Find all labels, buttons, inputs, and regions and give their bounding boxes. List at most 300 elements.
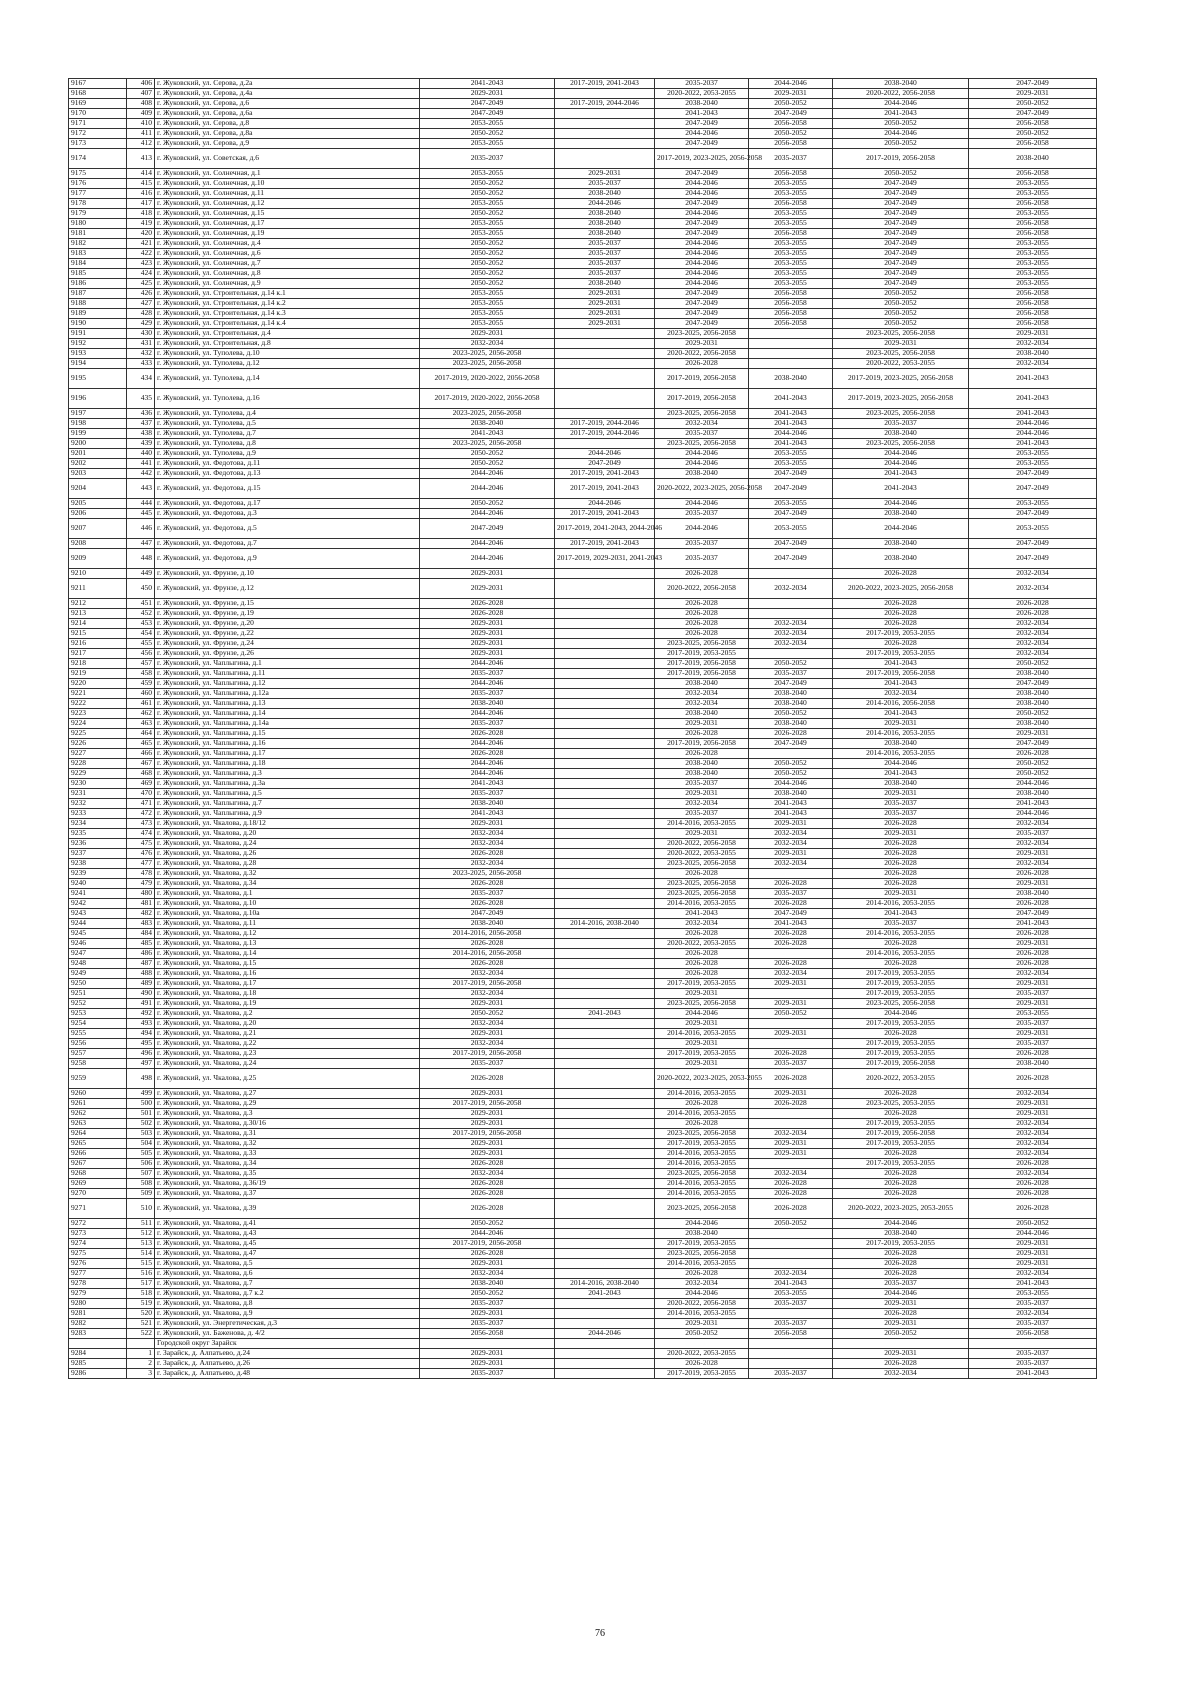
- period-cell-4: 2026-2028: [749, 899, 833, 909]
- address-cell: г. Жуковский, ул. Туполева, д.10: [155, 349, 420, 359]
- period-cell-2: [555, 1069, 655, 1089]
- period-cell-2: [555, 1109, 655, 1119]
- address-cell: г. Жуковский, ул. Чаплыгина, д.11: [155, 669, 420, 679]
- table-row: [69, 1109, 1097, 1119]
- row-id-cell: 9252: [69, 999, 127, 1009]
- row-id-cell: 9223: [69, 709, 127, 719]
- period-cell-1: 2044-2046: [420, 549, 555, 569]
- row-id-cell: 9275: [69, 1249, 127, 1259]
- period-cell-1: 2029-2031: [420, 1259, 555, 1269]
- row-id-cell: 9200: [69, 439, 127, 449]
- period-cell-5: 2038-2040: [833, 1229, 969, 1239]
- period-cell-2: 2017-2019, 2044-2046: [555, 99, 655, 109]
- address-cell: г. Жуковский, ул. Солнечная, д.11: [155, 189, 420, 199]
- address-cell: г. Зарайск, д. Алпатьево, д.48: [155, 1369, 420, 1379]
- period-cell-6: 2029-2031: [969, 729, 1097, 739]
- schedule-table: [68, 78, 1097, 1379]
- table-row: [69, 309, 1097, 319]
- period-cell-2: [555, 619, 655, 629]
- address-cell: г. Жуковский, ул. Фрунзе, д.19: [155, 609, 420, 619]
- period-cell-2: [555, 999, 655, 1009]
- period-cell-5: 2026-2028: [833, 879, 969, 889]
- period-cell-4: 2053-2055: [749, 519, 833, 539]
- row-number-cell: 462: [127, 709, 155, 719]
- period-cell-1: 2053-2055: [420, 309, 555, 319]
- period-cell-6: 2026-2028: [969, 1189, 1097, 1199]
- row-number-cell: 495: [127, 1039, 155, 1049]
- period-cell-4: 2035-2037: [749, 889, 833, 899]
- row-id-cell: 9277: [69, 1269, 127, 1279]
- address-cell: г. Жуковский, ул. Чкалова, д.36/19: [155, 1179, 420, 1189]
- period-cell-2: [555, 1269, 655, 1279]
- period-cell-6: 2029-2031: [969, 999, 1097, 1009]
- address-cell: г. Жуковский, ул. Туполева, д.9: [155, 449, 420, 459]
- period-cell-6: 2038-2040: [969, 699, 1097, 709]
- period-cell-3: 2014-2016, 2053-2055: [655, 1159, 749, 1169]
- address-cell: г. Жуковский, ул. Чаплыгина, д.1: [155, 659, 420, 669]
- row-id-cell: 9214: [69, 619, 127, 629]
- address-cell: г. Жуковский, ул. Солнечная, д.8: [155, 269, 420, 279]
- row-id-cell: 9183: [69, 249, 127, 259]
- row-number-cell: 501: [127, 1109, 155, 1119]
- row-number-cell: 520: [127, 1309, 155, 1319]
- period-cell-6: 2029-2031: [969, 329, 1097, 339]
- period-cell-5: 2017-2019, 2053-2055: [833, 1039, 969, 1049]
- period-cell-1: 2044-2046: [420, 709, 555, 719]
- row-id-cell: 9266: [69, 1149, 127, 1159]
- period-cell-2: 2038-2040: [555, 279, 655, 289]
- period-cell-1: 2050-2052: [420, 449, 555, 459]
- period-cell-5: 2017-2019, 2053-2055: [833, 979, 969, 989]
- period-cell-4: 2056-2058: [749, 139, 833, 149]
- period-cell-3: [655, 1339, 749, 1349]
- period-cell-6: 2032-2034: [969, 1309, 1097, 1319]
- period-cell-1: 2026-2028: [420, 1069, 555, 1089]
- period-cell-1: 2032-2034: [420, 1269, 555, 1279]
- row-number-cell: 496: [127, 1049, 155, 1059]
- period-cell-3: 2029-2031: [655, 339, 749, 349]
- table-row: [69, 319, 1097, 329]
- period-cell-3: 2044-2046: [655, 499, 749, 509]
- period-cell-1: 2056-2058: [420, 1329, 555, 1339]
- row-id-cell: 9173: [69, 139, 127, 149]
- period-cell-2: [555, 1189, 655, 1199]
- period-cell-2: [555, 879, 655, 889]
- period-cell-6: 2053-2055: [969, 449, 1097, 459]
- table-row: [69, 1169, 1097, 1179]
- period-cell-1: 2026-2028: [420, 879, 555, 889]
- period-cell-6: 2029-2031: [969, 979, 1097, 989]
- row-number-cell: 471: [127, 799, 155, 809]
- period-cell-5: 2047-2049: [833, 179, 969, 189]
- period-cell-1: 2017-2019, 2056-2058: [420, 979, 555, 989]
- table-row: [69, 1309, 1097, 1319]
- period-cell-6: 2056-2058: [969, 309, 1097, 319]
- row-id-cell: 9174: [69, 149, 127, 169]
- row-id-cell: 9271: [69, 1199, 127, 1219]
- address-cell: г. Жуковский, ул. Чкалова, д.24: [155, 839, 420, 849]
- address-cell: г. Жуковский, ул. Фрунзе, д.26: [155, 649, 420, 659]
- period-cell-6: 2035-2037: [969, 1319, 1097, 1329]
- period-cell-2: [555, 89, 655, 99]
- period-cell-3: 2026-2028: [655, 599, 749, 609]
- period-cell-1: 2029-2031: [420, 1149, 555, 1159]
- row-id-cell: 9283: [69, 1329, 127, 1339]
- period-cell-2: [555, 639, 655, 649]
- period-cell-6: 2047-2049: [969, 909, 1097, 919]
- row-number-cell: 507: [127, 1169, 155, 1179]
- address-cell: г. Жуковский, ул. Туполева, д.8: [155, 439, 420, 449]
- table-row: [69, 1139, 1097, 1149]
- row-number-cell: 515: [127, 1259, 155, 1269]
- period-cell-1: 2050-2052: [420, 239, 555, 249]
- row-id-cell: 9255: [69, 1029, 127, 1039]
- period-cell-5: 2020-2022, 2053-2055: [833, 1069, 969, 1089]
- period-cell-1: 2035-2037: [420, 149, 555, 169]
- period-cell-3: 2014-2016, 2053-2055: [655, 1309, 749, 1319]
- address-cell: г. Жуковский, ул. Чкалова, д.12: [155, 929, 420, 939]
- row-number-cell: 409: [127, 109, 155, 119]
- period-cell-5: 2017-2019, 2053-2055: [833, 1159, 969, 1169]
- period-cell-1: 2023-2025, 2056-2058: [420, 409, 555, 419]
- period-cell-3: 2017-2019, 2053-2055: [655, 649, 749, 659]
- period-cell-5: 2047-2049: [833, 269, 969, 279]
- period-cell-6: 2041-2043: [969, 389, 1097, 409]
- period-cell-6: 2056-2058: [969, 1329, 1097, 1339]
- period-cell-1: 2032-2034: [420, 969, 555, 979]
- period-cell-2: [555, 909, 655, 919]
- period-cell-4: 2053-2055: [749, 189, 833, 199]
- period-cell-2: 2038-2040: [555, 219, 655, 229]
- row-number-cell: 441: [127, 459, 155, 469]
- address-cell: г. Жуковский, ул. Туполева, д.7: [155, 429, 420, 439]
- period-cell-6: 2050-2052: [969, 709, 1097, 719]
- address-cell: г. Жуковский, ул. Чкалова, д.5: [155, 1259, 420, 1269]
- period-cell-2: [555, 129, 655, 139]
- period-cell-6: 2029-2031: [969, 939, 1097, 949]
- row-id-cell: 9244: [69, 919, 127, 929]
- period-cell-2: [555, 779, 655, 789]
- address-cell: г. Жуковский, ул. Баженова, д. 4/2: [155, 1329, 420, 1339]
- period-cell-2: [555, 149, 655, 169]
- period-cell-2: 2035-2037: [555, 259, 655, 269]
- row-number-cell: 490: [127, 989, 155, 999]
- period-cell-1: 2032-2034: [420, 839, 555, 849]
- address-cell: г. Жуковский, ул. Серова, д.4а: [155, 89, 420, 99]
- period-cell-2: 2014-2016, 2038-2040: [555, 1279, 655, 1289]
- period-cell-5: 2026-2028: [833, 849, 969, 859]
- period-cell-2: [555, 969, 655, 979]
- period-cell-1: 2035-2037: [420, 1319, 555, 1329]
- row-id-cell: 9169: [69, 99, 127, 109]
- period-cell-6: 2053-2055: [969, 459, 1097, 469]
- row-number-cell: 514: [127, 1249, 155, 1259]
- address-cell: г. Жуковский, ул. Чаплыгина, д.14: [155, 709, 420, 719]
- period-cell-4: 2050-2052: [749, 1009, 833, 1019]
- period-cell-3: 2041-2043: [655, 109, 749, 119]
- period-cell-1: 2029-2031: [420, 819, 555, 829]
- row-id-cell: 9285: [69, 1359, 127, 1369]
- period-cell-1: 2050-2052: [420, 1289, 555, 1299]
- period-cell-6: 2053-2055: [969, 499, 1097, 509]
- address-cell: г. Жуковский, ул. Строительная, д.14 к.2: [155, 299, 420, 309]
- period-cell-4: 2038-2040: [749, 369, 833, 389]
- period-cell-4: [749, 949, 833, 959]
- table-row: [69, 809, 1097, 819]
- period-cell-4: 2050-2052: [749, 769, 833, 779]
- period-cell-5: 2050-2052: [833, 299, 969, 309]
- row-id-cell: 9267: [69, 1159, 127, 1169]
- period-cell-4: 2041-2043: [749, 1279, 833, 1289]
- period-cell-3: 2020-2022, 2053-2055: [655, 89, 749, 99]
- period-cell-5: 2047-2049: [833, 239, 969, 249]
- period-cell-2: [555, 1199, 655, 1219]
- row-number-cell: 451: [127, 599, 155, 609]
- address-cell: г. Жуковский, ул. Туполева, д.12: [155, 359, 420, 369]
- address-cell: г. Жуковский, ул. Серова, д.9: [155, 139, 420, 149]
- period-cell-6: 2050-2052: [969, 769, 1097, 779]
- period-cell-5: 2026-2028: [833, 1259, 969, 1269]
- row-number-cell: 509: [127, 1189, 155, 1199]
- period-cell-5: 2047-2049: [833, 219, 969, 229]
- table-row: [69, 119, 1097, 129]
- period-cell-3: 2014-2016, 2053-2055: [655, 1259, 749, 1269]
- row-number-cell: 418: [127, 209, 155, 219]
- period-cell-6: 2026-2028: [969, 1199, 1097, 1219]
- row-number-cell: 428: [127, 309, 155, 319]
- period-cell-3: 2047-2049: [655, 319, 749, 329]
- period-cell-4: 2029-2031: [749, 89, 833, 99]
- period-cell-5: 2029-2031: [833, 889, 969, 899]
- address-cell: г. Жуковский, ул. Чкалова, д.20: [155, 829, 420, 839]
- period-cell-3: 2020-2022, 2056-2058: [655, 579, 749, 599]
- address-cell: г. Жуковский, ул. Фрунзе, д.10: [155, 569, 420, 579]
- address-cell: г. Жуковский, ул. Федотова, д.15: [155, 479, 420, 499]
- table-row: [69, 479, 1097, 499]
- row-number-cell: 425: [127, 279, 155, 289]
- address-cell: г. Жуковский, ул. Чкалова, д.22: [155, 1039, 420, 1049]
- address-cell: г. Жуковский, ул. Чкалова, д.2: [155, 1009, 420, 1019]
- period-cell-6: 2029-2031: [969, 1099, 1097, 1109]
- period-cell-1: 2041-2043: [420, 79, 555, 89]
- row-number-cell: 499: [127, 1089, 155, 1099]
- period-cell-4: 2047-2049: [749, 109, 833, 119]
- row-id-cell: 9231: [69, 789, 127, 799]
- period-cell-5: 2050-2052: [833, 1329, 969, 1339]
- address-cell: г. Жуковский, ул. Солнечная, д.19: [155, 229, 420, 239]
- row-id-cell: 9226: [69, 739, 127, 749]
- period-cell-4: [749, 1239, 833, 1249]
- period-cell-5: 2026-2028: [833, 609, 969, 619]
- row-id-cell: 9269: [69, 1179, 127, 1189]
- row-id-cell: 9204: [69, 479, 127, 499]
- period-cell-4: 2026-2028: [749, 1049, 833, 1059]
- table-row: [69, 629, 1097, 639]
- period-cell-3: 2035-2037: [655, 509, 749, 519]
- period-cell-1: 2029-2031: [420, 1139, 555, 1149]
- period-cell-1: 2029-2031: [420, 1119, 555, 1129]
- row-number-cell: 413: [127, 149, 155, 169]
- row-id-cell: 9211: [69, 579, 127, 599]
- period-cell-6: 2038-2040: [969, 789, 1097, 799]
- period-cell-6: 2026-2028: [969, 1179, 1097, 1189]
- period-cell-1: 2029-2031: [420, 579, 555, 599]
- period-cell-5: 2017-2019, 2053-2055: [833, 1239, 969, 1249]
- period-cell-5: 2026-2028: [833, 1269, 969, 1279]
- table-row: [69, 799, 1097, 809]
- table-row: [69, 99, 1097, 109]
- table-row: [69, 539, 1097, 549]
- table-row: [69, 899, 1097, 909]
- row-id-cell: 9239: [69, 869, 127, 879]
- period-cell-5: 2017-2019, 2053-2055: [833, 1139, 969, 1149]
- period-cell-3: 2047-2049: [655, 119, 749, 129]
- period-cell-6: 2032-2034: [969, 619, 1097, 629]
- period-cell-6: 2029-2031: [969, 1259, 1097, 1269]
- period-cell-2: 2029-2031: [555, 289, 655, 299]
- table-row: [69, 89, 1097, 99]
- table-row: [69, 649, 1097, 659]
- period-cell-1: 2023-2025, 2056-2058: [420, 349, 555, 359]
- address-cell: г. Жуковский, ул. Чкалова, д.47: [155, 1249, 420, 1259]
- address-cell: г. Жуковский, ул. Чкалова, д.27: [155, 1089, 420, 1099]
- period-cell-4: 2029-2031: [749, 1029, 833, 1039]
- row-number-cell: 442: [127, 469, 155, 479]
- row-id-cell: 9276: [69, 1259, 127, 1269]
- period-cell-3: 2047-2049: [655, 199, 749, 209]
- period-cell-6: 2035-2037: [969, 1349, 1097, 1359]
- period-cell-6: 2056-2058: [969, 119, 1097, 129]
- period-cell-5: 2047-2049: [833, 249, 969, 259]
- period-cell-1: 2026-2028: [420, 899, 555, 909]
- row-id-cell: 9184: [69, 259, 127, 269]
- table-row: [69, 839, 1097, 849]
- address-cell: г. Жуковский, ул. Чкалова, д.15: [155, 959, 420, 969]
- table-row: [69, 1149, 1097, 1159]
- period-cell-4: 2056-2058: [749, 1329, 833, 1339]
- period-cell-1: 2029-2031: [420, 629, 555, 639]
- period-cell-3: 2014-2016, 2053-2055: [655, 1109, 749, 1119]
- period-cell-2: [555, 1169, 655, 1179]
- period-cell-4: 2029-2031: [749, 1089, 833, 1099]
- period-cell-2: 2044-2046: [555, 1329, 655, 1339]
- period-cell-2: 2035-2037: [555, 179, 655, 189]
- row-id-cell: 9167: [69, 79, 127, 89]
- period-cell-6: 2053-2055: [969, 249, 1097, 259]
- period-cell-6: 2050-2052: [969, 99, 1097, 109]
- row-id-cell: 9232: [69, 799, 127, 809]
- period-cell-4: 2047-2049: [749, 679, 833, 689]
- address-cell: г. Жуковский, ул. Чаплыгина, д.3: [155, 769, 420, 779]
- period-cell-3: 2044-2046: [655, 459, 749, 469]
- period-cell-5: 2044-2046: [833, 99, 969, 109]
- period-cell-6: 2038-2040: [969, 719, 1097, 729]
- period-cell-3: 2026-2028: [655, 1359, 749, 1369]
- period-cell-5: 2050-2052: [833, 309, 969, 319]
- row-id-cell: 9264: [69, 1129, 127, 1139]
- period-cell-4: [749, 1339, 833, 1349]
- address-cell: г. Жуковский, ул. Чкалова, д.7: [155, 1279, 420, 1289]
- period-cell-3: 2023-2025, 2056-2058: [655, 1169, 749, 1179]
- period-cell-5: 2029-2031: [833, 1299, 969, 1309]
- address-cell: г. Жуковский, ул. Федотова, д.3: [155, 509, 420, 519]
- address-cell: г. Жуковский, ул. Фрунзе, д.12: [155, 579, 420, 599]
- row-number-cell: 461: [127, 699, 155, 709]
- period-cell-3: 2026-2028: [655, 929, 749, 939]
- period-cell-2: [555, 769, 655, 779]
- row-id-cell: 9251: [69, 989, 127, 999]
- period-cell-5: 2014-2016, 2056-2058: [833, 699, 969, 709]
- table-row: [69, 1259, 1097, 1269]
- period-cell-3: 2014-2016, 2053-2055: [655, 1089, 749, 1099]
- period-cell-2: 2017-2019, 2041-2043: [555, 539, 655, 549]
- period-cell-5: 2014-2016, 2053-2055: [833, 729, 969, 739]
- period-cell-4: 2056-2058: [749, 199, 833, 209]
- table-row: [69, 279, 1097, 289]
- period-cell-6: 2035-2037: [969, 1039, 1097, 1049]
- address-cell: г. Жуковский, ул. Фрунзе, д.20: [155, 619, 420, 629]
- row-id-cell: 9235: [69, 829, 127, 839]
- period-cell-1: 2044-2046: [420, 769, 555, 779]
- period-cell-1: 2044-2046: [420, 659, 555, 669]
- period-cell-4: [749, 329, 833, 339]
- period-cell-1: 2041-2043: [420, 779, 555, 789]
- period-cell-6: 2047-2049: [969, 739, 1097, 749]
- period-cell-2: [555, 839, 655, 849]
- period-cell-1: 2050-2052: [420, 269, 555, 279]
- period-cell-3: 2032-2034: [655, 1279, 749, 1289]
- address-cell: г. Жуковский, ул. Чаплыгина, д.3а: [155, 779, 420, 789]
- period-cell-3: 2038-2040: [655, 759, 749, 769]
- table-row: [69, 939, 1097, 949]
- period-cell-5: 2026-2028: [833, 639, 969, 649]
- period-cell-5: 2050-2052: [833, 319, 969, 329]
- period-cell-4: [749, 1249, 833, 1259]
- row-id-cell: 9193: [69, 349, 127, 359]
- table-row: [69, 459, 1097, 469]
- period-cell-1: 2017-2019, 2056-2058: [420, 1049, 555, 1059]
- period-cell-5: 2029-2031: [833, 1319, 969, 1329]
- period-cell-2: 2017-2019, 2041-2043: [555, 509, 655, 519]
- period-cell-5: 2017-2019, 2053-2055: [833, 969, 969, 979]
- period-cell-5: 2026-2028: [833, 939, 969, 949]
- row-number-cell: 435: [127, 389, 155, 409]
- address-cell: г. Жуковский, ул. Чкалова, д.39: [155, 1199, 420, 1219]
- address-cell: г. Жуковский, ул. Строительная, д.4: [155, 329, 420, 339]
- row-id-cell: 9224: [69, 719, 127, 729]
- period-cell-1: 2026-2028: [420, 729, 555, 739]
- address-cell: г. Жуковский, ул. Серова, д.2а: [155, 79, 420, 89]
- row-id-cell: 9217: [69, 649, 127, 659]
- row-number-cell: 421: [127, 239, 155, 249]
- address-cell: г. Жуковский, ул. Чаплыгина, д.17: [155, 749, 420, 759]
- period-cell-4: 2053-2055: [749, 449, 833, 459]
- table-row: [69, 759, 1097, 769]
- period-cell-6: 2032-2034: [969, 839, 1097, 849]
- period-cell-4: [749, 1119, 833, 1129]
- table-row: [69, 1249, 1097, 1259]
- period-cell-5: 2029-2031: [833, 1349, 969, 1359]
- period-cell-5: 2023-2025, 2056-2058: [833, 409, 969, 419]
- period-cell-4: 2026-2028: [749, 959, 833, 969]
- period-cell-3: 2029-2031: [655, 1039, 749, 1049]
- table-row: [69, 1279, 1097, 1289]
- period-cell-5: 2047-2049: [833, 199, 969, 209]
- row-id-cell: 9253: [69, 1009, 127, 1019]
- period-cell-5: 2047-2049: [833, 259, 969, 269]
- period-cell-3: 2017-2019, 2053-2055: [655, 1369, 749, 1379]
- table-row: [69, 749, 1097, 759]
